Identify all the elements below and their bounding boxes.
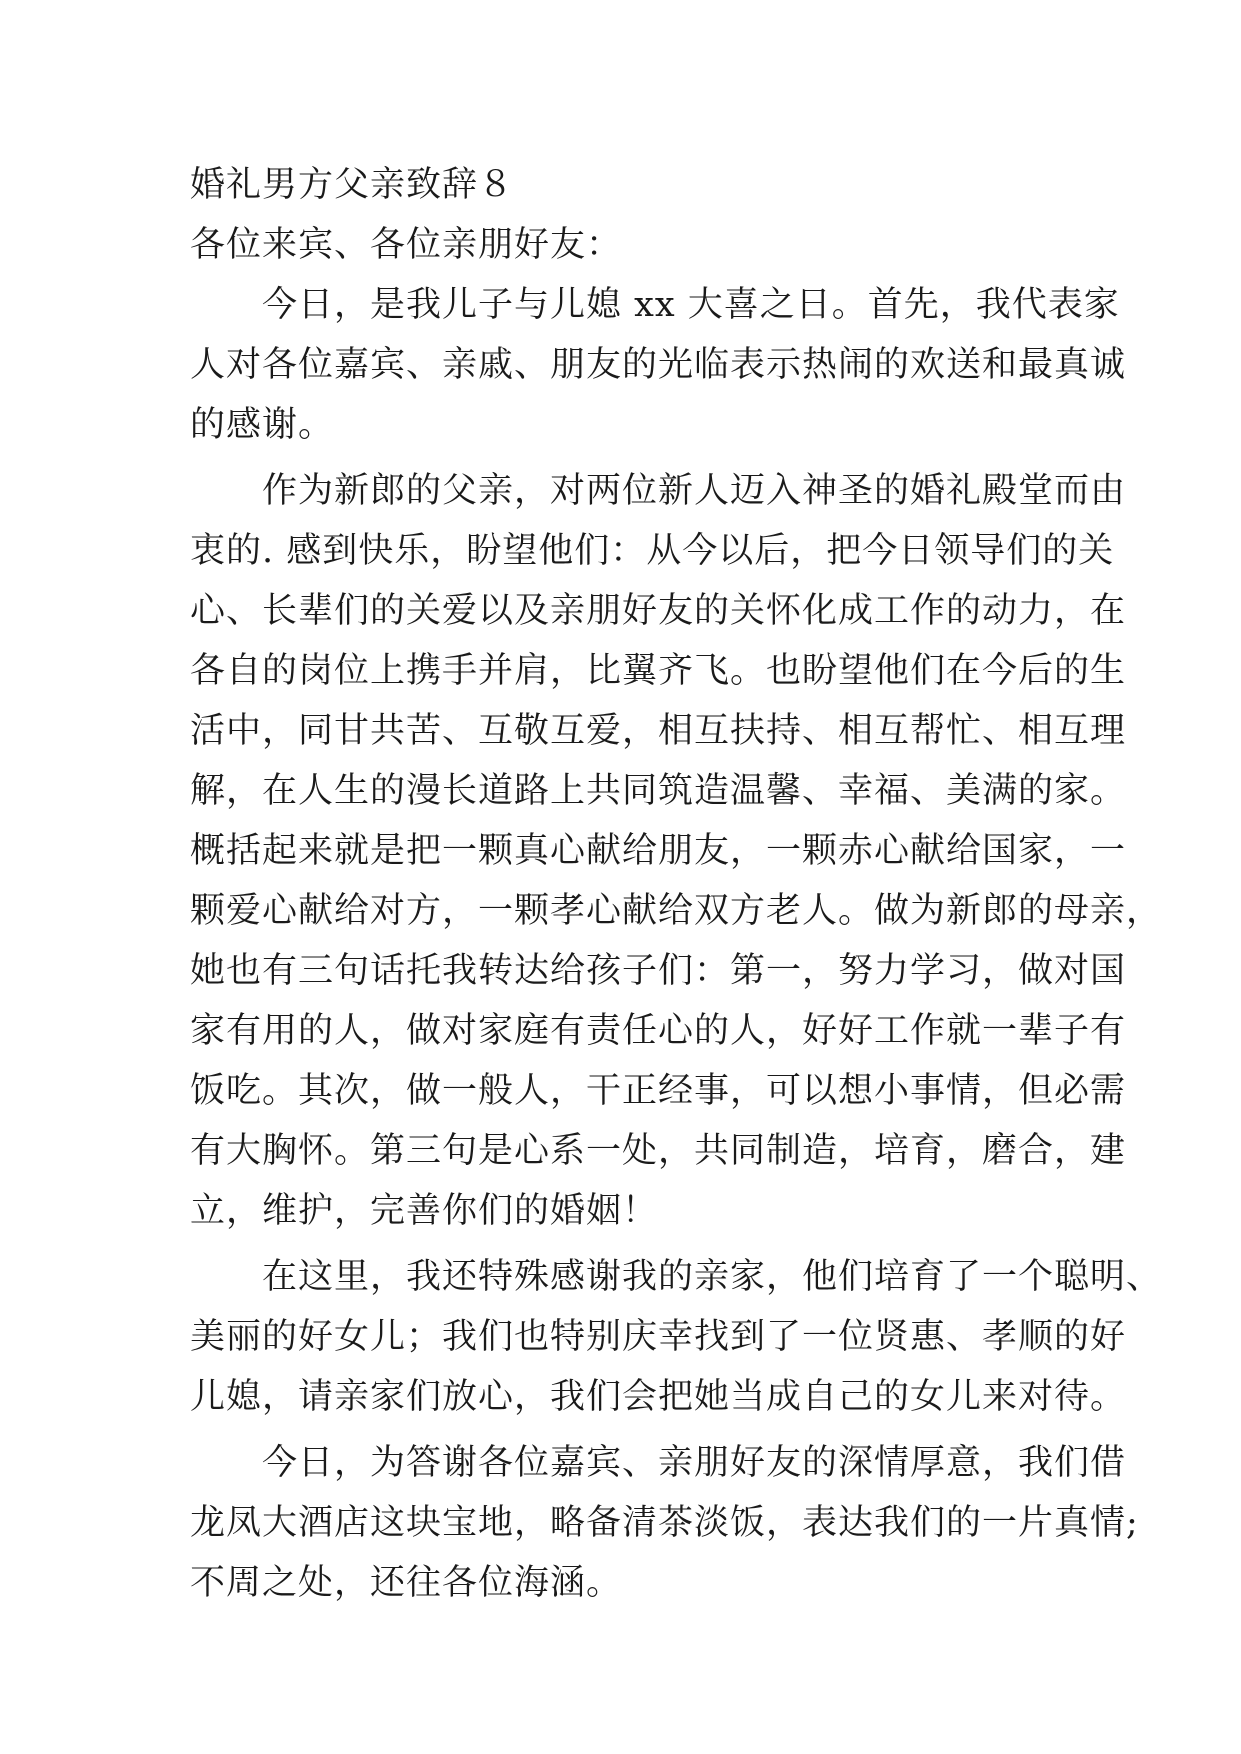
text-line: 活中，同甘共苦、互敬互爱，相互扶持、相互帮忙、相互理: [190, 711, 1127, 751]
text-line: 解，在人生的漫长道路上共同筑造温馨、幸福、美满的家。: [190, 771, 1127, 811]
text-line: 有大胸怀。第三句是心系一处，共同制造，培育，磨合，建: [190, 1131, 1127, 1171]
text-line: 不周之处，还往各位海涵。: [190, 1563, 623, 1603]
text-line: 作为新郎的父亲，对两位新人迈入神圣的婚礼殿堂而由: [190, 471, 1127, 511]
text-line: 颗爱心献给对方，一颗孝心献给双方老人。做为新郎的母亲，: [190, 891, 1163, 931]
text-line: 衷的. 感到快乐，盼望他们：从今以后，把今日领导们的关: [190, 531, 1115, 571]
paragraph-1: [190, 275, 1127, 455]
text-line: 心、长辈们的关爱以及亲朋好友的关怀化成工作的动力，在: [190, 591, 1127, 631]
salutation: 各位来宾、各位亲朋好友：: [190, 225, 623, 265]
text-line: 儿媳，请亲家们放心，我们会把她当成自己的女儿来对待。: [190, 1377, 1127, 1417]
document-title: 婚礼男方父亲致辞８: [190, 165, 515, 205]
text-line: 美丽的好女儿；我们也特别庆幸找到了一位贤惠、孝顺的好: [190, 1317, 1127, 1357]
document-body: [190, 155, 1163, 1619]
text-line: 人对各位嘉宾、亲戚、朋友的光临表示热闹的欢送和最真诚: [190, 345, 1127, 385]
text-line: 立，维护，完善你们的婚姻！: [190, 1191, 659, 1231]
text-line: 各自的岗位上携手并肩，比翼齐飞。也盼望他们在今后的生: [190, 651, 1127, 691]
text-line: 今日，是我儿子与儿媳 xx 大喜之日。首先，我代表家: [190, 285, 1120, 325]
text-line: 家有用的人，做对家庭有责任心的人，好好工作就一辈子有: [190, 1011, 1127, 1051]
paragraph-4: [190, 1433, 1139, 1613]
text-line: 在这里，我还特殊感谢我的亲家，他们培育了一个聪明、: [190, 1257, 1163, 1297]
text-line: 龙凤大酒店这块宝地，略备清茶淡饭，表达我们的一片真情;: [190, 1503, 1139, 1543]
paragraph-3: [190, 1247, 1163, 1427]
text-line: 饭吃。其次，做一般人，干正经事，可以想小事情，但必需: [190, 1071, 1127, 1111]
text-line: 今日，为答谢各位嘉宾、亲朋好友的深情厚意，我们借: [190, 1443, 1127, 1483]
text-line: 的感谢。: [190, 405, 335, 445]
text-line: 概括起来就是把一颗真心献给朋友，一颗赤心献给国家，一: [190, 831, 1127, 871]
paragraph-2: [190, 461, 1163, 1241]
text-line: 她也有三句话托我转达给孩子们：第一，努力学习，做对国: [190, 951, 1127, 991]
